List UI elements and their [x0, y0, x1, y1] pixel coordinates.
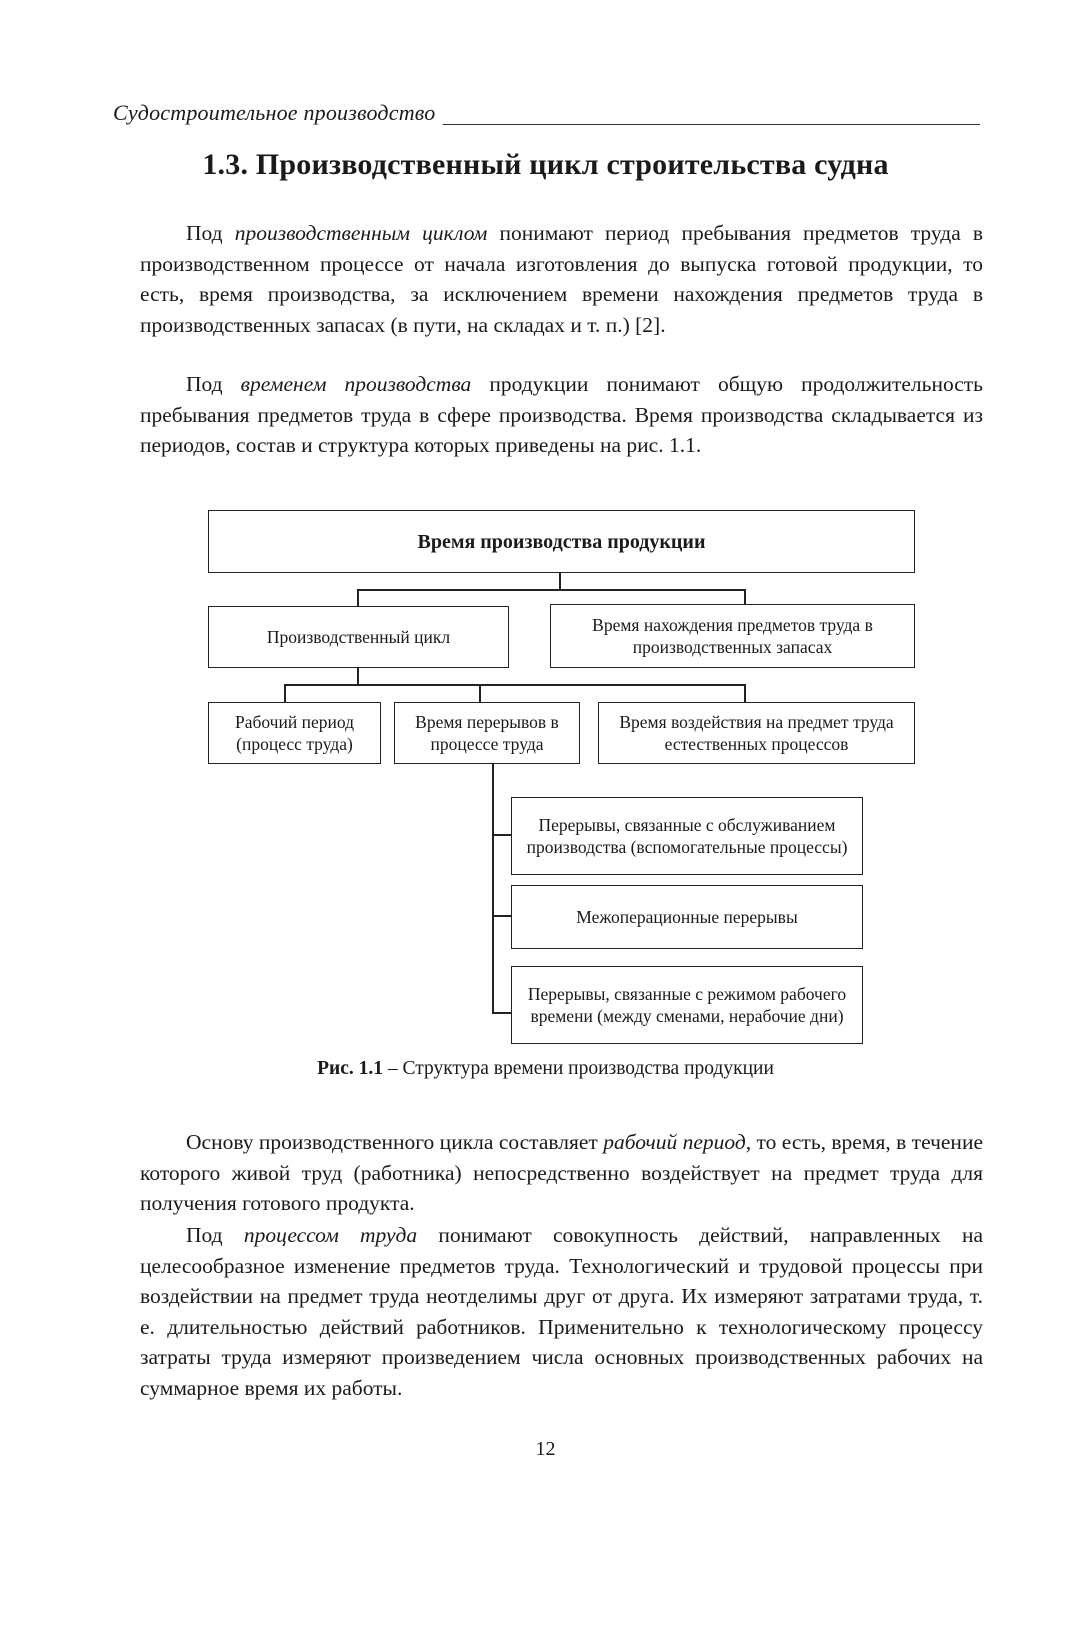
- paragraph-text: Под: [186, 372, 241, 396]
- diagram-box-inventory-time: [550, 604, 915, 668]
- term-emphasis: производственным циклом: [234, 221, 488, 245]
- box-label: Перерывы, связанные с обслуживанием производства (вспомогательные процессы): [526, 815, 848, 857]
- connector-line: [357, 589, 746, 591]
- box-label: Рабочий период (процесс труда): [234, 712, 354, 754]
- paragraph-text: Под: [186, 1223, 244, 1247]
- diagram-box-break-time: [394, 702, 580, 764]
- paragraph-2: [140, 369, 983, 461]
- term-emphasis: рабочий период,: [603, 1130, 752, 1154]
- page-number: 12: [535, 1438, 556, 1460]
- box-label: Межоперационные перерывы: [576, 907, 798, 927]
- diagram-box-service-breaks: [511, 797, 863, 875]
- paragraph-4: [140, 1220, 983, 1403]
- paragraph-text: понимают период пребывания предметов труда в производственном процессе от начала изготовления до выпуска готовой продукции, то есть, время производства, за исключением времени нахождения предметов труда в производственных запасах (в пути, на складах и т. п.) [2].: [140, 221, 983, 337]
- paragraph-text: Основу производственного цикла составляет: [186, 1130, 604, 1154]
- box-label: Время нахождения предметов труда в производственных запасах: [592, 615, 873, 657]
- diagram-box-schedule-breaks: [511, 966, 863, 1044]
- diagram-box-interoperation-breaks: [511, 885, 863, 949]
- paragraph-3: [140, 1127, 983, 1219]
- paragraph-text: то есть, время, в течение которого живой труд (работника) непосредственно воздействует на предмет труда для получения готового продукта.: [140, 1130, 983, 1215]
- term-emphasis: временем производства: [240, 372, 472, 396]
- connector-line: [357, 589, 359, 607]
- paragraph-text: Под: [186, 221, 235, 245]
- box-label: Перерывы, связанные с режимом рабочего времени (между сменами, нерабочие дни): [527, 984, 847, 1026]
- connector-line: [479, 684, 481, 703]
- connector-line: [492, 834, 512, 836]
- connector-line: [492, 764, 494, 1014]
- running-head: [113, 100, 980, 128]
- connector-line: [492, 915, 512, 917]
- diagram-box-working-period: [208, 702, 381, 764]
- box-label: Время воздействия на предмет труда естественных процессов: [619, 712, 894, 754]
- diagram-root-label: Время производства продукции: [417, 530, 706, 553]
- box-label: Время перерывов в процессе труда: [415, 712, 559, 754]
- caption-label: Рис. 1.1: [317, 1058, 384, 1079]
- paragraph-text: понимают совокупность действий, направленных на целесообразное изменение предметов труда. Технологический и трудовой процессы при воздействии на предмет труда неотделимы друг от друга. Их измеряют затратами труда, т. е. длительностью действий работников. Применительно к технологическому процессу затраты труда измеряют произведением числа основных производственных рабочих на суммарное время их работы.: [140, 1223, 983, 1400]
- diagram-box-natural-processes: [598, 702, 915, 764]
- connector-line: [492, 1012, 512, 1014]
- figure-caption: [0, 1058, 1091, 1080]
- caption-dash: –: [383, 1058, 403, 1079]
- caption-text: Структура времени производства продукции: [402, 1058, 774, 1079]
- paragraph-1: [140, 218, 983, 340]
- running-head-text: Судостроительное производство: [113, 100, 443, 125]
- box-label: Производственный цикл: [266, 627, 451, 647]
- diagram-box-production-cycle: [208, 606, 509, 668]
- paragraph-text: продукции понимают общую продолжительность пребывания предметов труда в сфере производства. Время производства складывается из периодов, состав и структура которых приведены на рис. 1.1.: [140, 372, 983, 457]
- connector-line: [284, 684, 746, 686]
- connector-line: [284, 684, 286, 703]
- connector-line: [744, 684, 746, 703]
- connector-line: [744, 589, 746, 605]
- connector-line: [559, 573, 561, 590]
- term-emphasis: процессом труда: [243, 1223, 418, 1247]
- connector-line: [357, 668, 359, 685]
- diagram-root-box: [208, 510, 915, 573]
- section-title: 1.3. Производственный цикл строительства судна: [202, 148, 889, 181]
